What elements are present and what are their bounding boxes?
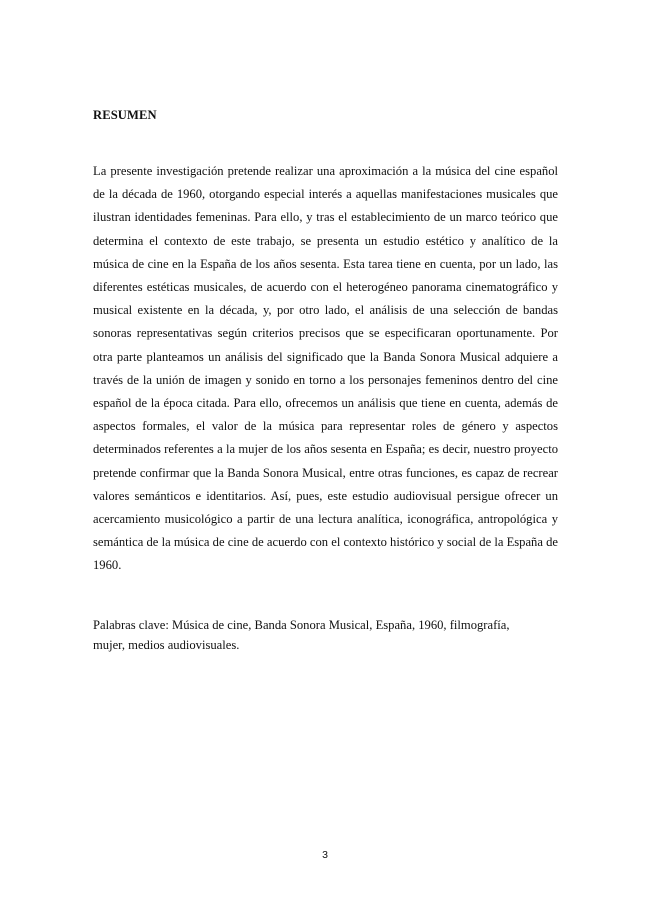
keywords-block [93,616,558,655]
abstract-paragraph: La presente investigación pretende realizar una aproximación a la música del cine español de la década de 1960, otorgando especial interés a aquellas manifestaciones musicales que ilustran identidades femeninas. Para ello, y tras el establecimiento de un marco teórico que determina el contexto de este trabajo, se presenta un estudio estético y analítico de la música de cine en la España de los años sesenta. Esta tarea tiene en cuenta, por un lado, las diferentes estéticas musicales, de acuerdo con el heterogéneo panorama cinematográfico y musical existente en la década, y, por otro lado, el análisis de una selección de bandas sonoras representativas según criterios precisos que se especificaran oportunamente. Por otra parte planteamos un análisis del significado que la Banda Sonora Musical adquiere a través de la unión de imagen y sonido en torno a los personajes femeninos dentro del cine español de la época citada. Para ello, ofrecemos un análisis que tiene en cuenta, además de aspectos formales, el valor de la música para representar roles de género y aspectos determinados referentes a la mujer de los años sesenta en España; es decir, nuestro proyecto pretende confirmar que la Banda Sonora Musical, entre otras funciones, es capaz de recrear valores semánticos e identitarios. Así, pues, este estudio audiovisual persigue ofrecer un acercamiento musicológico a partir de una lectura analítica, iconográfica, antropológica y semántica de la música de cine de acuerdo con el contexto histórico y social de la España de 1960. [93,164,558,573]
section-heading: RESUMEN [93,108,157,122]
keywords-line-2: mujer, medios audiovisuales. [93,637,240,652]
keywords-line-1: Palabras clave: Música de cine, Banda Sonora Musical, España, 1960, filmografía, [93,618,510,632]
page-number: 3 [322,849,328,861]
